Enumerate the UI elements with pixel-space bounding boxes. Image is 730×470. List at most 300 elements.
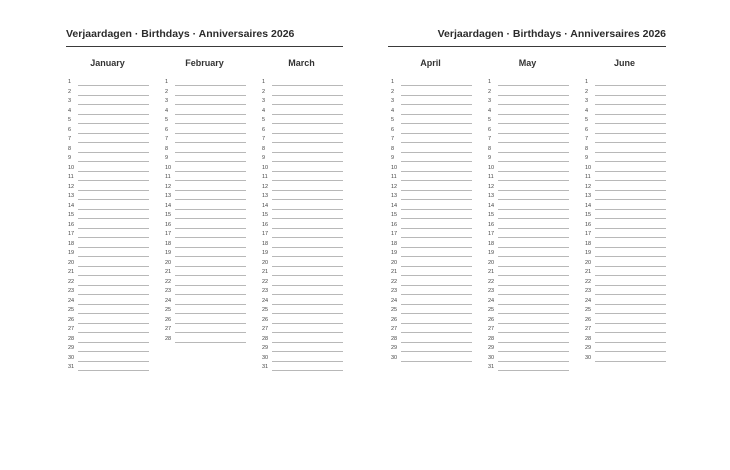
day-number: 21 [488, 269, 495, 275]
day-number: 5 [262, 117, 266, 123]
writing-line [78, 95, 149, 96]
day-number: 31 [68, 364, 75, 370]
day-row [163, 108, 246, 117]
day-number: 15 [165, 212, 172, 218]
day-number: 29 [585, 345, 592, 351]
day-row [163, 203, 246, 212]
day-number: 29 [68, 345, 75, 351]
day-number: 11 [391, 174, 397, 180]
day-row [66, 98, 149, 107]
writing-line [78, 190, 149, 191]
day-number: 16 [68, 221, 75, 228]
day-row [66, 79, 149, 88]
right-page [388, 0, 666, 470]
day-number: 1 [68, 79, 72, 85]
writing-line [272, 218, 343, 219]
writing-line [498, 361, 569, 362]
writing-line [595, 313, 666, 314]
day-row [389, 146, 472, 155]
day-row [486, 241, 569, 250]
day-row [260, 317, 343, 326]
writing-line [401, 218, 472, 219]
day-row [389, 184, 472, 193]
day-number: 19 [68, 250, 75, 256]
writing-line [272, 199, 343, 200]
day-number: 14 [68, 202, 75, 209]
day-row [260, 241, 343, 250]
writing-line [78, 342, 149, 343]
day-number: 3 [262, 98, 266, 104]
day-row [163, 155, 246, 164]
day-row [486, 260, 569, 269]
writing-line [272, 180, 343, 181]
writing-line [272, 123, 343, 124]
day-row [66, 250, 149, 259]
writing-line [78, 123, 149, 124]
day-row [583, 89, 666, 98]
day-number: 13 [585, 193, 592, 199]
day-number: 30 [391, 354, 398, 361]
writing-line [595, 199, 666, 200]
day-row [486, 231, 569, 240]
day-number: 27 [68, 326, 75, 332]
writing-line [272, 304, 343, 305]
day-number: 26 [68, 316, 75, 323]
day-row [163, 79, 246, 88]
day-row [163, 222, 246, 231]
day-number: 15 [68, 212, 75, 218]
writing-line [175, 323, 246, 324]
day-row [260, 298, 343, 307]
day-row [583, 79, 666, 88]
day-row [389, 165, 472, 174]
day-row [389, 269, 472, 278]
day-row [260, 288, 343, 297]
day-number: 20 [68, 259, 75, 266]
day-row [583, 355, 666, 364]
writing-line [401, 247, 472, 248]
day-number: 1 [165, 79, 169, 85]
writing-line [175, 104, 246, 105]
writing-line [498, 171, 569, 172]
writing-line [175, 237, 246, 238]
day-number: 22 [391, 278, 398, 285]
writing-line [401, 304, 472, 305]
day-row [260, 89, 343, 98]
writing-line [401, 209, 472, 210]
day-row [583, 288, 666, 297]
day-row [260, 193, 343, 202]
writing-line [498, 114, 569, 115]
writing-line [175, 133, 246, 134]
writing-line [78, 313, 149, 314]
day-row [163, 89, 246, 98]
day-row [486, 193, 569, 202]
day-number: 7 [488, 136, 492, 142]
day-number: 7 [165, 136, 169, 142]
writing-line [175, 199, 246, 200]
day-row [163, 212, 246, 221]
writing-line [595, 190, 666, 191]
day-row [389, 279, 472, 288]
day-number: 10 [585, 164, 592, 171]
writing-line [595, 323, 666, 324]
writing-line [78, 323, 149, 324]
day-row [66, 241, 149, 250]
day-row [486, 288, 569, 297]
day-row [486, 108, 569, 117]
day-number: 24 [391, 297, 398, 304]
day-number: 27 [585, 326, 592, 332]
day-number: 23 [391, 288, 398, 294]
writing-line [401, 323, 472, 324]
writing-line [272, 190, 343, 191]
writing-line [78, 351, 149, 352]
writing-line [595, 266, 666, 267]
writing-line [498, 142, 569, 143]
day-row [583, 317, 666, 326]
writing-line [595, 294, 666, 295]
day-row [260, 212, 343, 221]
writing-line [78, 133, 149, 134]
day-number: 28 [68, 335, 75, 342]
writing-line [272, 228, 343, 229]
writing-line [595, 228, 666, 229]
day-number: 5 [585, 117, 589, 123]
day-number: 9 [68, 155, 72, 161]
day-number: 7 [68, 136, 72, 142]
day-row [163, 165, 246, 174]
day-row [163, 298, 246, 307]
day-row [260, 307, 343, 316]
writing-line [498, 123, 569, 124]
day-row [163, 317, 246, 326]
day-row [163, 288, 246, 297]
writing-line [272, 85, 343, 86]
writing-line [78, 332, 149, 333]
day-row [163, 326, 246, 335]
day-number: 20 [165, 259, 172, 266]
writing-line [401, 266, 472, 267]
writing-line [401, 104, 472, 105]
writing-line [78, 237, 149, 238]
writing-line [175, 275, 246, 276]
day-number: 21 [165, 269, 172, 275]
day-row [583, 231, 666, 240]
writing-line [78, 228, 149, 229]
month-name: May [518, 58, 537, 68]
day-row [389, 117, 472, 126]
day-row [583, 345, 666, 354]
writing-line [595, 304, 666, 305]
writing-line [78, 209, 149, 210]
day-row [583, 269, 666, 278]
day-row [163, 231, 246, 240]
day-number: 1 [262, 79, 266, 85]
writing-line [595, 342, 666, 343]
writing-line [272, 142, 343, 143]
writing-line [175, 180, 246, 181]
writing-line [595, 142, 666, 143]
day-row [389, 355, 472, 364]
month-name: March [288, 58, 315, 68]
writing-line [78, 218, 149, 219]
day-row [66, 307, 149, 316]
day-number: 21 [262, 269, 269, 275]
day-number: 17 [585, 231, 592, 237]
day-number: 17 [68, 231, 75, 237]
day-number: 29 [488, 345, 495, 351]
writing-line [595, 104, 666, 105]
day-row [486, 146, 569, 155]
writing-line [498, 332, 569, 333]
day-row [389, 288, 472, 297]
writing-line [498, 237, 569, 238]
day-row [486, 184, 569, 193]
day-row [389, 203, 472, 212]
day-row [66, 89, 149, 98]
writing-line [595, 209, 666, 210]
day-number: 11 [165, 174, 171, 180]
day-row [66, 222, 149, 231]
day-row [163, 279, 246, 288]
day-number: 27 [165, 326, 172, 332]
day-row [66, 231, 149, 240]
day-number: 28 [585, 335, 592, 342]
day-number: 27 [488, 326, 495, 332]
day-row [486, 222, 569, 231]
day-row [583, 184, 666, 193]
day-number: 3 [165, 98, 169, 104]
writing-line [498, 285, 569, 286]
day-row [583, 155, 666, 164]
day-number: 11 [585, 174, 591, 180]
writing-line [78, 256, 149, 257]
day-row [66, 184, 149, 193]
writing-line [272, 294, 343, 295]
day-row [583, 212, 666, 221]
day-row [389, 127, 472, 136]
day-row [66, 127, 149, 136]
writing-line [78, 370, 149, 371]
day-number: 4 [585, 107, 589, 114]
day-row [583, 307, 666, 316]
day-row [583, 136, 666, 145]
day-number: 31 [262, 364, 269, 370]
day-row [486, 298, 569, 307]
day-number: 10 [68, 164, 75, 171]
writing-line [78, 294, 149, 295]
day-number: 3 [488, 98, 492, 104]
writing-line [595, 218, 666, 219]
day-row [583, 117, 666, 126]
writing-line [78, 266, 149, 267]
day-row [583, 108, 666, 117]
day-row [260, 165, 343, 174]
day-number: 17 [165, 231, 172, 237]
writing-line [175, 152, 246, 153]
writing-line [175, 342, 246, 343]
writing-line [272, 114, 343, 115]
writing-line [78, 142, 149, 143]
day-number: 4 [68, 107, 72, 114]
day-number: 17 [488, 231, 495, 237]
writing-line [175, 228, 246, 229]
day-row [389, 98, 472, 107]
day-row [389, 345, 472, 354]
writing-line [175, 123, 246, 124]
writing-line [78, 247, 149, 248]
writing-line [272, 152, 343, 153]
day-row [486, 203, 569, 212]
writing-line [498, 370, 569, 371]
day-number: 2 [585, 88, 589, 95]
writing-line [401, 161, 472, 162]
writing-line [272, 95, 343, 96]
writing-line [595, 123, 666, 124]
day-number: 10 [165, 164, 172, 171]
day-number: 14 [391, 202, 398, 209]
day-row [583, 336, 666, 345]
day-number: 6 [68, 126, 72, 133]
day-row [260, 127, 343, 136]
writing-line [272, 275, 343, 276]
day-number: 15 [391, 212, 398, 218]
writing-line [272, 332, 343, 333]
day-number: 11 [262, 174, 268, 180]
day-number: 25 [262, 307, 269, 313]
day-number: 10 [391, 164, 398, 171]
day-number: 2 [68, 88, 72, 95]
day-row [260, 364, 343, 373]
day-number: 2 [488, 88, 492, 95]
day-row [486, 117, 569, 126]
writing-line [272, 361, 343, 362]
day-row [66, 326, 149, 335]
day-row [583, 250, 666, 259]
day-row [583, 241, 666, 250]
day-number: 26 [262, 316, 269, 323]
day-row [389, 298, 472, 307]
day-row [260, 269, 343, 278]
day-row [486, 89, 569, 98]
day-number: 19 [391, 250, 398, 256]
day-row [486, 336, 569, 345]
day-number: 27 [262, 326, 269, 332]
writing-line [498, 313, 569, 314]
writing-line [78, 85, 149, 86]
day-row [389, 212, 472, 221]
writing-line [272, 256, 343, 257]
day-number: 14 [488, 202, 495, 209]
day-number: 19 [165, 250, 172, 256]
day-number: 12 [391, 183, 398, 190]
writing-line [498, 133, 569, 134]
day-number: 14 [262, 202, 269, 209]
writing-line [401, 133, 472, 134]
day-row [583, 127, 666, 136]
day-number: 8 [488, 145, 492, 152]
day-number: 15 [488, 212, 495, 218]
writing-line [595, 351, 666, 352]
writing-line [595, 275, 666, 276]
day-row [66, 108, 149, 117]
writing-line [498, 152, 569, 153]
day-row [389, 307, 472, 316]
day-number: 12 [165, 183, 172, 190]
left-page [66, 0, 343, 470]
day-row [486, 212, 569, 221]
writing-line [78, 152, 149, 153]
day-number: 23 [262, 288, 269, 294]
day-number: 4 [488, 107, 492, 114]
day-number: 11 [68, 174, 74, 180]
writing-line [595, 180, 666, 181]
writing-line [401, 95, 472, 96]
page-title: Verjaardagen · Birthdays · Anniversaires 2026 [66, 28, 295, 40]
month-name: January [90, 58, 125, 68]
day-number: 23 [68, 288, 75, 294]
day-number: 18 [165, 240, 172, 247]
day-row [583, 260, 666, 269]
day-number: 13 [391, 193, 398, 199]
day-row [66, 345, 149, 354]
writing-line [78, 275, 149, 276]
day-row [486, 364, 569, 373]
day-number: 23 [165, 288, 172, 294]
day-number: 22 [262, 278, 269, 285]
day-row [389, 108, 472, 117]
day-row [66, 117, 149, 126]
day-row [66, 212, 149, 221]
day-row [260, 136, 343, 145]
writing-line [401, 342, 472, 343]
writing-line [272, 342, 343, 343]
day-row [486, 165, 569, 174]
writing-line [595, 85, 666, 86]
day-row [583, 98, 666, 107]
writing-line [175, 285, 246, 286]
writing-line [401, 199, 472, 200]
day-number: 10 [262, 164, 269, 171]
day-number: 18 [585, 240, 592, 247]
day-row [66, 203, 149, 212]
writing-line [175, 209, 246, 210]
day-row [163, 260, 246, 269]
writing-line [175, 218, 246, 219]
writing-line [401, 294, 472, 295]
day-number: 20 [262, 259, 269, 266]
day-number: 19 [585, 250, 592, 256]
day-number: 23 [488, 288, 495, 294]
day-row [163, 98, 246, 107]
day-number: 14 [165, 202, 172, 209]
writing-line [498, 323, 569, 324]
writing-line [595, 171, 666, 172]
day-number: 27 [391, 326, 398, 332]
day-row [583, 203, 666, 212]
writing-line [595, 285, 666, 286]
writing-line [401, 171, 472, 172]
day-number: 22 [165, 278, 172, 285]
day-number: 1 [585, 79, 589, 85]
day-row [66, 146, 149, 155]
day-row [260, 98, 343, 107]
day-row [66, 336, 149, 345]
writing-line [401, 361, 472, 362]
writing-line [401, 152, 472, 153]
month-name: February [185, 58, 224, 68]
